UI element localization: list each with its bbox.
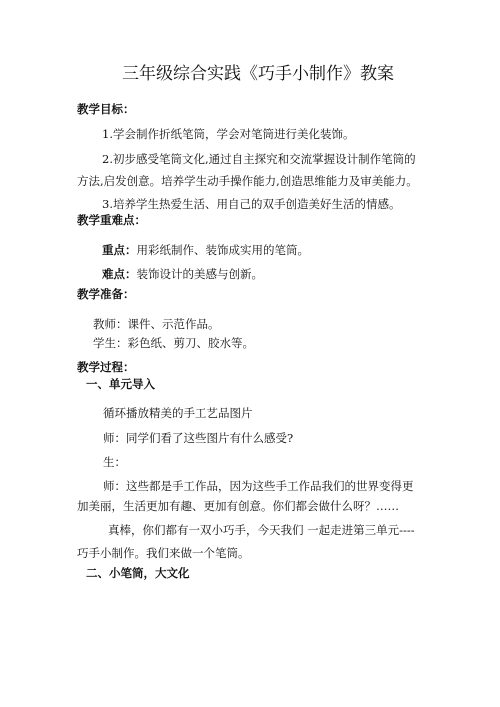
- objectives-heading: 教学目标：: [77, 102, 135, 116]
- prep-heading: 教学准备：: [77, 287, 135, 301]
- key-point: [102, 242, 309, 258]
- process-line-1: 循环播放精美的手工艺品图片: [103, 406, 253, 420]
- process-line-7: 巧手小制作。我们来做一个笔筒。: [77, 546, 250, 560]
- process-line-4: 师：这些都是手工作品，因为这些手工作品我们的世界变得更: [103, 479, 414, 493]
- process-section-1: 一、单元导入: [86, 377, 155, 391]
- key-label: 重点：: [102, 243, 137, 257]
- keypoints-heading: 教学重难点：: [77, 213, 146, 227]
- process-line-3: 生：: [103, 455, 126, 469]
- process-line-6: 真棒，你们都有一双小巧手，今天我们 一起走进第三单元----: [108, 523, 415, 537]
- objective-item-2-continued: 方法,启发创意。培养学生动手操作能力,创造思维能力及审美能力。: [77, 174, 418, 188]
- process-heading: 教学过程：: [77, 360, 135, 374]
- objective-item-1: 1.学会制作折纸笔筒，学会对笔筒进行美化装饰。: [102, 127, 355, 141]
- objective-item-2: 2.初步感受笔筒文化,通过自主探究和交流掌握设计制作笔筒的: [102, 152, 416, 166]
- difficult-label: 难点：: [102, 267, 137, 281]
- process-line-5: 加美丽，生活更加有趣、更加有创意。你们都会做什么呀？……: [77, 499, 399, 513]
- key-text: 用彩纸制作、装饰成实用的笔筒。: [136, 243, 309, 257]
- process-line-2: 师：同学们看了这些图片有什么感受?: [103, 431, 294, 445]
- prep-students: 学生：彩色纸、剪刀、胶水等。: [93, 336, 254, 350]
- objective-item-3: 3.培养学生热爱生活、用自己的双手创造美好生活的情感。: [102, 197, 401, 211]
- difficult-text: 装饰设计的美感与创新。: [136, 267, 263, 281]
- difficult-point: [102, 266, 263, 282]
- document-title: 三年级综合实践《巧手小制作》教案: [122, 64, 394, 84]
- process-section-2: 二、小笔筒，大文化: [86, 566, 190, 580]
- prep-teacher: 教师：课件、示范作品。: [93, 317, 220, 331]
